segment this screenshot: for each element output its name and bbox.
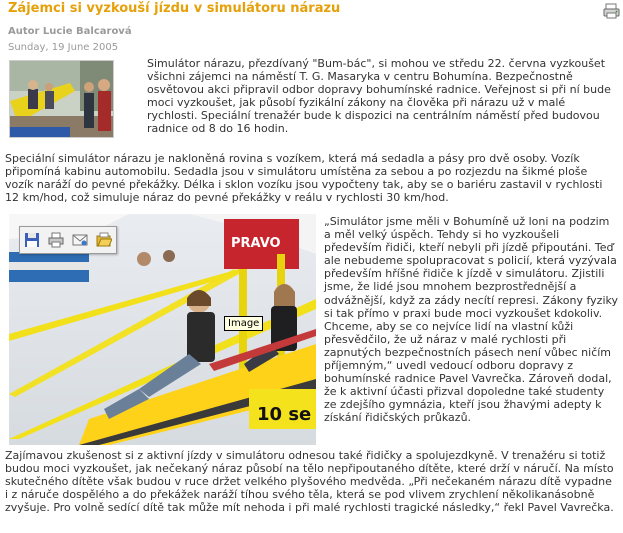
article-photo-small <box>9 60 114 138</box>
article-paragraph: „Simulátor jsme měli v Bohumíně už loni na podzim a měl velký úspěch. Tehdy si ho vyzkoušeli především řidiči, kteří nebyli při jízdě připoutáni. Teď ale nebudeme spolupracovat s policií, která vyzývala především hříšné řidiče k jízdě v simulátoru. Zjistili jsme, že lidé jsou mnohem bezprostřednější a odvážnější, když za zády necítí represi. Zákony fyziky si tak přímo v praxi bude moci vyzkoušet kdokoliv. Chceme, aby se co nejvíce lidí na vlastní kůži přesvědčilo, že už náraz v malé rychlosti při zapnutých bezpečnostních pásech není vůbec ničím příjemným,“ uvedl vedoucí odboru dopravy z bohumínské radnice Pavel Vavrečka. Zároveň dodal, že k aktivní účasti přizval dopoledne také studenty ze zdejšího gymnázia, kteří jsou žhavými adepty k získání řidičských průkazů. <box>324 215 618 425</box>
article-date: Sunday, 19 June 2005 <box>8 42 119 53</box>
article-paragraph: Speciální simulátor nárazu je nakloněná rovina s vozíkem, která má sedadla a pásy pro dvě osoby. Vozík připomíná kabinu automobilu. Sedadla jsou v simulátoru umístěna za sebou a po rozjezdu na šikmé ploše vozík naráží do pevné překážky. Délka i sklon vozíku jsou vypočteny tak, aby se o bariéru zastavil v rychlosti 12 km/hod, což simuluje náraz do pevné překážky v reálu v rychlosti 30 km/hod. <box>5 152 603 205</box>
print-button[interactable] <box>603 3 620 19</box>
print-icon[interactable] <box>48 232 64 248</box>
article-paragraph: Simulátor nárazu, přezdívaný "Bum-bác", si mohou ve středu 22. června vyzkoušet všichni zájemci na náměstí T. G. Masaryka v centru Bohumína. Bezpečnostně osvětovou akci připravil odbor dopravy bohumínské radnice. Veřejnost si při ní bude moci vyzkoušet, jak působí fyzikální zákony na člověka při nárazu už v malé rychlosti. Speciální trenažér bude k dispozici na centrálním náměstí před budovou radnice od 8 do 16 hodin. <box>147 57 611 136</box>
open-folder-icon[interactable] <box>96 232 112 248</box>
article-title: Zájemci si vyzkouší jízdu v simulátoru nárazu <box>8 1 341 16</box>
email-icon[interactable] <box>72 232 88 248</box>
print-icon <box>603 3 620 19</box>
image-tooltip: Image <box>224 316 263 331</box>
save-icon[interactable] <box>24 232 40 248</box>
article-paragraph: Zajímavou zkušenost si z aktivní jízdy v simulátoru odnesou také řidičky a spolujezdkyně. V trenažéru si totiž budou moci vyzkoušet, jak nečekaný náraz působí na tělo nepřipoutaného dítěte, které drží v náručí. Na místo skutečného dítěte však budou v ruce držet velkého plyšového medvěda. „Při nečekaném nárazu dítě vypadne i z náruče dospělého a do překážek naráží tíhou svého těla, která se pod vlivem zrychlení několikanásobně zvyšuje. Pro volně sedící dítě tak může mít nehoda i při malé rychlosti tragické následky,“ řekl Pavel Vavrečka. <box>5 449 614 515</box>
sign-text: 10 se <box>257 404 312 425</box>
image-toolbar <box>19 226 117 254</box>
article-author: Autor Lucie Balcarová <box>8 26 132 37</box>
banner-text: PRAVO <box>231 236 281 251</box>
